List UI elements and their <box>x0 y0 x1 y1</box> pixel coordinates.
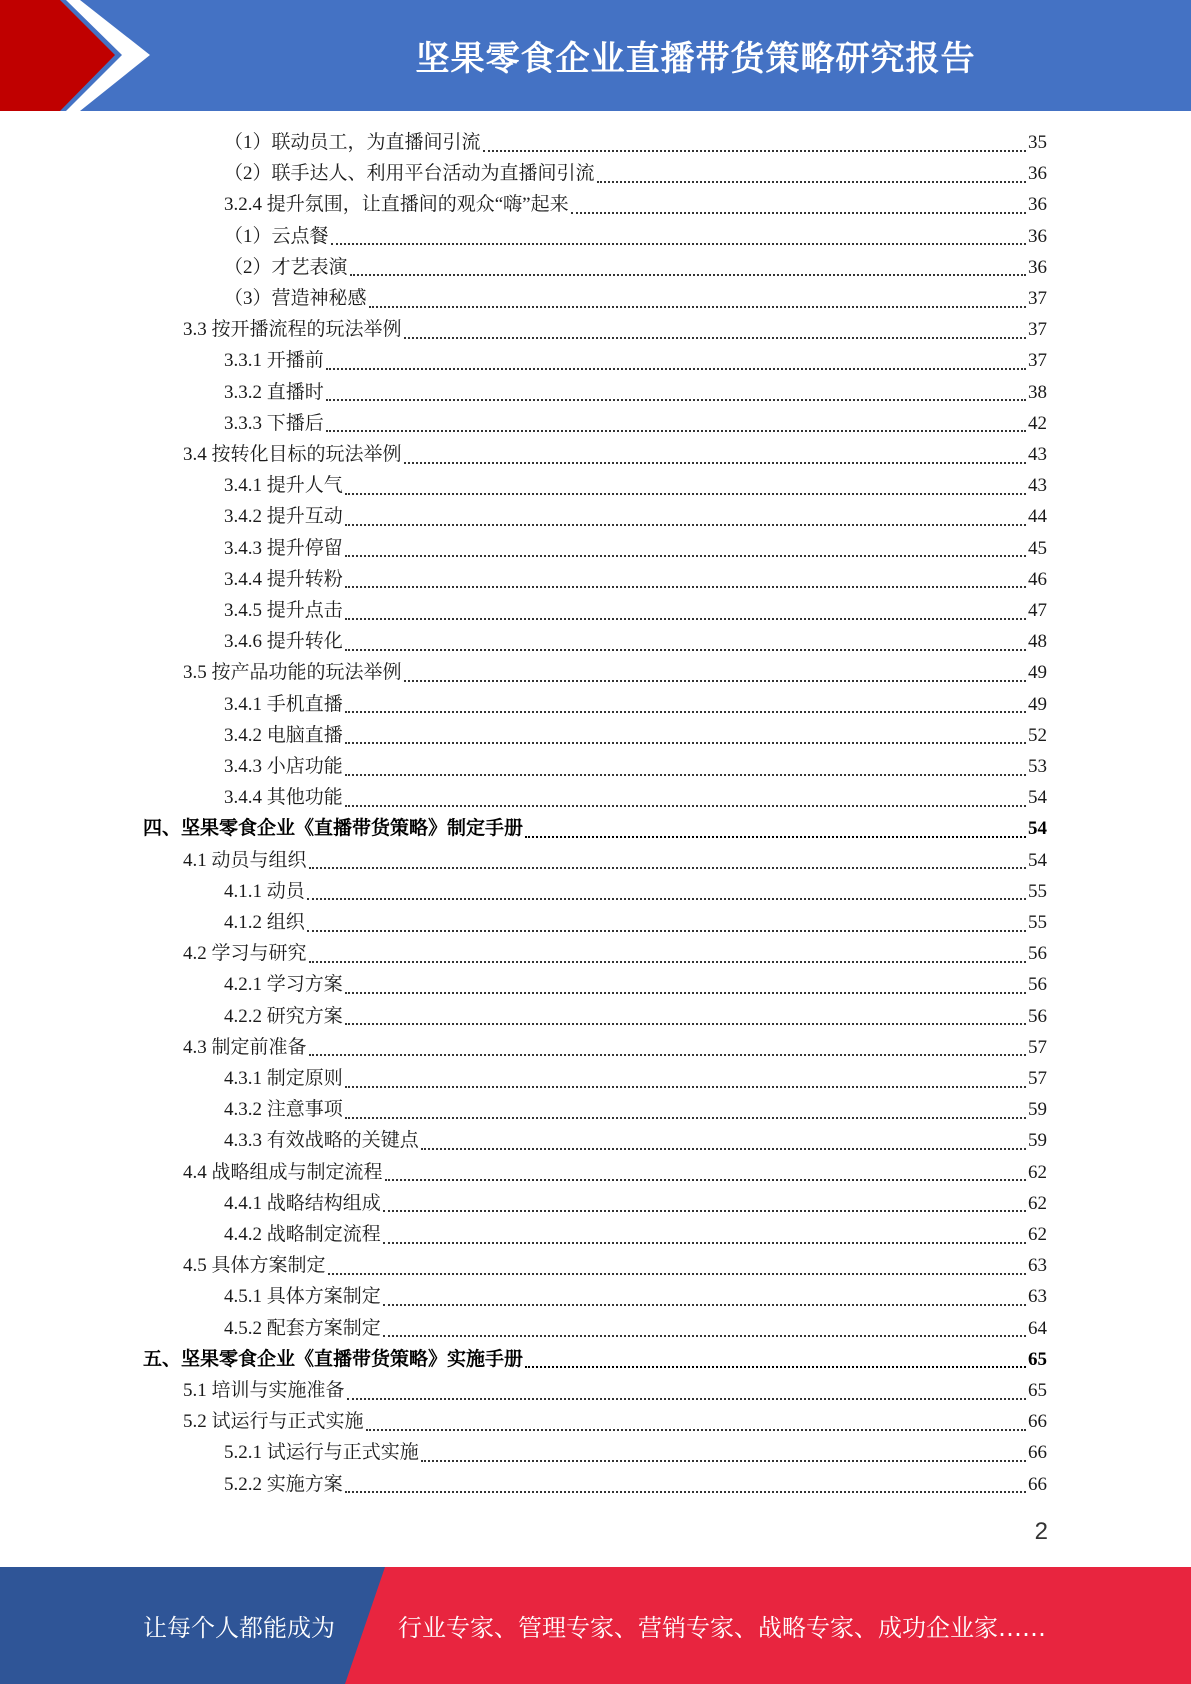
toc-entry-label: 3.2.4 提升氛围，让直播间的观众“嗨”起来 <box>224 194 569 216</box>
toc-dot-leader <box>326 430 1026 432</box>
toc-dot-leader <box>347 1398 1026 1400</box>
toc-entry-page: 44 <box>1028 506 1047 528</box>
toc-dot-leader <box>345 1023 1026 1025</box>
toc-entry[interactable] <box>183 938 1047 969</box>
toc-dot-leader <box>571 212 1026 214</box>
toc-entry[interactable] <box>224 533 1047 564</box>
toc-entry-label: 5.2 试运行与正式实施 <box>183 1411 364 1433</box>
toc-entry-label: 3.5 按产品功能的玩法举例 <box>183 662 402 684</box>
toc-entry-label: 4.1.2 组织 <box>224 912 305 933</box>
toc-entry-label: （2）才艺表演 <box>224 256 348 278</box>
toc-entry-page: 53 <box>1028 756 1047 777</box>
toc-entry-page: 49 <box>1028 693 1047 715</box>
toc-entry-page: 64 <box>1028 1317 1047 1339</box>
toc-entry[interactable] <box>224 626 1047 657</box>
toc-entry[interactable] <box>224 1188 1047 1219</box>
toc-dot-leader <box>345 493 1026 495</box>
toc-dot-leader <box>345 586 1026 588</box>
footer-slogan-left: 让每个人都能成为 <box>143 1614 335 1642</box>
toc-entry-label: 4.4.1 战略结构组成 <box>224 1192 381 1214</box>
toc-entry[interactable] <box>224 1001 1047 1032</box>
toc-entry-page: 54 <box>1028 849 1047 871</box>
toc-dot-leader <box>483 150 1026 152</box>
toc-dot-leader <box>345 618 1026 620</box>
toc-entry-page: 46 <box>1028 568 1047 590</box>
toc-dot-leader <box>345 1117 1026 1119</box>
toc-entry[interactable] <box>224 1437 1047 1468</box>
toc-dot-leader <box>404 337 1026 339</box>
toc-entry[interactable] <box>183 1406 1047 1437</box>
toc-entry-page: 56 <box>1028 943 1047 965</box>
toc-dot-leader <box>421 1148 1026 1150</box>
toc-dot-leader <box>309 867 1026 869</box>
toc-dot-leader <box>404 462 1026 464</box>
toc-entry-page: 66 <box>1028 1411 1047 1433</box>
footer-slogan-right: 行业专家、管理专家、营销专家、战略专家、成功企业家…… <box>398 1614 1046 1642</box>
toc-entry[interactable] <box>224 1313 1047 1344</box>
toc-entry[interactable] <box>224 782 1047 813</box>
toc-entry-label: 5.2.2 实施方案 <box>224 1473 343 1495</box>
toc-entry-page: 36 <box>1028 225 1047 247</box>
toc-entry[interactable] <box>224 501 1047 532</box>
toc-entry[interactable] <box>224 1125 1047 1156</box>
toc-dot-leader <box>525 836 1026 838</box>
toc-entry-label: 3.4 按转化目标的玩法举例 <box>183 444 402 465</box>
toc-entry[interactable] <box>224 1281 1047 1312</box>
toc-entry-page: 38 <box>1028 381 1047 403</box>
toc-entry[interactable] <box>143 1344 1047 1375</box>
toc-entry-label: 3.4.3 小店功能 <box>224 756 343 777</box>
toc-entry-page: 43 <box>1028 444 1047 465</box>
toc-entry-label: 4.1 动员与组织 <box>183 849 307 871</box>
toc-dot-leader <box>383 1210 1026 1212</box>
toc-entry-page: 55 <box>1028 880 1047 902</box>
toc-entry-label: 4.5 具体方案制定 <box>183 1255 326 1277</box>
toc-entry-label: 3.3.2 直播时 <box>224 381 324 403</box>
toc-entry-label: 3.3.3 下播后 <box>224 412 324 434</box>
toc-entry-page: 52 <box>1028 724 1047 746</box>
toc-entry[interactable] <box>224 1219 1047 1250</box>
toc-entry-label: 4.1.1 动员 <box>224 880 305 902</box>
toc-dot-leader <box>345 742 1026 744</box>
toc-entry[interactable] <box>224 720 1047 751</box>
toc-entry[interactable] <box>224 189 1047 220</box>
toc-entry-page: 57 <box>1028 1036 1047 1058</box>
toc-dot-leader <box>383 1242 1026 1244</box>
toc-dot-leader <box>385 1179 1026 1181</box>
toc-entry-label: 3.4.6 提升转化 <box>224 631 343 653</box>
toc-dot-leader <box>597 181 1026 183</box>
toc-entry-page: 54 <box>1028 818 1047 840</box>
toc-entry-page: 62 <box>1028 1161 1047 1183</box>
toc-entry-label: 五、坚果零食企业《直播带货策略》实施手册 <box>143 1348 524 1370</box>
toc-dot-leader <box>421 1460 1026 1462</box>
toc-entry-page: 63 <box>1028 1286 1047 1308</box>
toc-entry-label: 3.4.2 电脑直播 <box>224 724 343 746</box>
toc-entry[interactable] <box>224 283 1047 314</box>
toc-entry[interactable] <box>224 689 1047 720</box>
toc-entry-page: 63 <box>1028 1255 1047 1277</box>
toc-entry[interactable] <box>224 595 1047 626</box>
toc-dot-leader <box>404 680 1026 682</box>
toc-entry-label: 4.5.2 配套方案制定 <box>224 1317 381 1339</box>
header-arrow-decoration <box>0 0 180 111</box>
toc-entry-label: 4.2 学习与研究 <box>183 943 307 965</box>
toc-entry-page: 65 <box>1028 1380 1047 1401</box>
toc-entry[interactable] <box>183 657 1047 688</box>
toc-entry[interactable] <box>183 845 1047 876</box>
toc-dot-leader <box>369 306 1026 308</box>
toc-entry-label: （1）云点餐 <box>224 225 329 247</box>
toc-entry[interactable] <box>143 813 1047 844</box>
toc-entry-page: 37 <box>1028 288 1047 309</box>
toc-entry-page: 37 <box>1028 319 1047 341</box>
toc-entry-label: 3.4.1 手机直播 <box>224 693 343 715</box>
toc-entry-page: 48 <box>1028 631 1047 653</box>
toc-entry-page: 49 <box>1028 662 1047 684</box>
toc-entry-label: 3.4.4 提升转粉 <box>224 568 343 590</box>
toc-dot-leader <box>345 524 1026 526</box>
document-title: 坚果零食企业直播带货策略研究报告 <box>415 39 976 79</box>
toc-entry[interactable] <box>224 377 1047 408</box>
toc-entry-page: 42 <box>1028 412 1047 434</box>
toc-entry[interactable] <box>224 1469 1047 1500</box>
toc-dot-leader <box>307 898 1026 900</box>
toc-entry-page: 56 <box>1028 1005 1047 1027</box>
toc-dot-leader <box>383 1304 1026 1306</box>
toc-entry-label: 5.2.1 试运行与正式实施 <box>224 1442 419 1464</box>
toc-dot-leader <box>345 711 1026 713</box>
toc-dot-leader <box>309 1054 1026 1056</box>
toc-entry-label: 4.3 制定前准备 <box>183 1036 307 1058</box>
toc-entry[interactable] <box>224 158 1047 189</box>
toc-entry-label: 3.4.1 提升人气 <box>224 475 343 497</box>
toc-entry[interactable] <box>183 1250 1047 1281</box>
toc-dot-leader <box>345 1491 1026 1493</box>
toc-dot-leader <box>525 1366 1026 1368</box>
toc-entry-page: 57 <box>1028 1068 1047 1089</box>
toc-entry-page: 54 <box>1028 787 1047 809</box>
toc-entry-page: 36 <box>1028 194 1047 216</box>
toc-entry-label: 4.3.1 制定原则 <box>224 1068 343 1089</box>
toc-dot-leader <box>309 961 1026 963</box>
toc-entry-label: （3）营造神秘感 <box>224 288 367 309</box>
toc-dot-leader <box>326 368 1026 370</box>
toc-entry-label: 3.4.5 提升点击 <box>224 600 343 621</box>
toc-dot-leader <box>345 992 1026 994</box>
toc-entry[interactable] <box>224 1063 1047 1094</box>
toc-entry-page: 59 <box>1028 1099 1047 1121</box>
page-number: 2 <box>1034 1518 1048 1545</box>
toc-entry-label: 3.4.4 其他功能 <box>224 787 343 809</box>
toc-dot-leader <box>350 274 1026 276</box>
toc-entry[interactable] <box>224 470 1047 501</box>
toc-entry[interactable] <box>224 345 1047 376</box>
toc-entry-label: 4.4 战略组成与制定流程 <box>183 1161 383 1183</box>
header-banner <box>0 0 1191 111</box>
toc-entry[interactable] <box>224 876 1047 907</box>
toc-dot-leader <box>345 649 1026 651</box>
toc-entry-label: 4.3.3 有效战略的关键点 <box>224 1130 419 1152</box>
toc-dot-leader <box>345 805 1026 807</box>
toc-entry-label: 4.5.1 具体方案制定 <box>224 1286 381 1308</box>
toc-entry-page: 62 <box>1028 1224 1047 1245</box>
toc-entry-label: 3.4.3 提升停留 <box>224 537 343 559</box>
toc-dot-leader <box>331 243 1026 245</box>
toc-entry-label: 4.2.1 学习方案 <box>224 974 343 996</box>
toc-dot-leader <box>345 774 1026 776</box>
toc-dot-leader <box>345 1086 1026 1088</box>
footer-banner <box>0 1567 1191 1684</box>
toc-entry[interactable] <box>224 1094 1047 1125</box>
toc-entry-page: 35 <box>1028 132 1047 153</box>
toc-entry-page: 59 <box>1028 1130 1047 1152</box>
toc-entry-label: 5.1 培训与实施准备 <box>183 1380 345 1401</box>
toc-entry[interactable] <box>183 1032 1047 1063</box>
toc-entry[interactable] <box>183 439 1047 470</box>
toc-entry-label: （2）联手达人、利用平台活动为直播间引流 <box>224 163 595 185</box>
toc-dot-leader <box>366 1429 1026 1431</box>
toc-entry-label: 3.3.1 开播前 <box>224 350 324 372</box>
toc-entry-label: 4.3.2 注意事项 <box>224 1099 343 1121</box>
toc-entry-page: 65 <box>1028 1348 1047 1370</box>
toc-entry[interactable] <box>224 221 1047 252</box>
toc-entry[interactable] <box>224 564 1047 595</box>
toc-entry-page: 36 <box>1028 256 1047 278</box>
toc-entry-page: 56 <box>1028 974 1047 996</box>
toc-entry-label: 四、坚果零食企业《直播带货策略》制定手册 <box>143 818 524 840</box>
toc-entry-page: 55 <box>1028 912 1047 933</box>
toc-entry-label: 4.2.2 研究方案 <box>224 1005 343 1027</box>
toc-entry[interactable] <box>224 751 1047 782</box>
toc-entry[interactable] <box>183 1375 1047 1406</box>
toc-dot-leader <box>328 1273 1026 1275</box>
toc-dot-leader <box>326 399 1026 401</box>
toc-entry-page: 37 <box>1028 350 1047 372</box>
toc-dot-leader <box>345 555 1026 557</box>
toc-entry-page: 36 <box>1028 163 1047 185</box>
toc-entry-page: 66 <box>1028 1442 1047 1464</box>
toc-entry[interactable] <box>224 408 1047 439</box>
toc-entry[interactable] <box>224 907 1047 938</box>
toc-entry-page: 43 <box>1028 475 1047 497</box>
toc-entry-label: 4.4.2 战略制定流程 <box>224 1224 381 1245</box>
toc-entry[interactable] <box>224 127 1047 158</box>
toc-entry[interactable] <box>183 314 1047 345</box>
toc-entry-page: 66 <box>1028 1473 1047 1495</box>
toc-dot-leader <box>307 930 1026 932</box>
toc-entry-label: （1）联动员工，为直播间引流 <box>224 132 481 153</box>
toc-entry[interactable] <box>183 1157 1047 1188</box>
toc-entry[interactable] <box>224 969 1047 1000</box>
toc-entry-page: 45 <box>1028 537 1047 559</box>
toc-entry-label: 3.4.2 提升互动 <box>224 506 343 528</box>
toc-entry-page: 62 <box>1028 1192 1047 1214</box>
toc-entry-page: 47 <box>1028 600 1047 621</box>
toc-entry-label: 3.3 按开播流程的玩法举例 <box>183 319 402 341</box>
toc-dot-leader <box>383 1335 1026 1337</box>
toc-entry[interactable] <box>224 252 1047 283</box>
